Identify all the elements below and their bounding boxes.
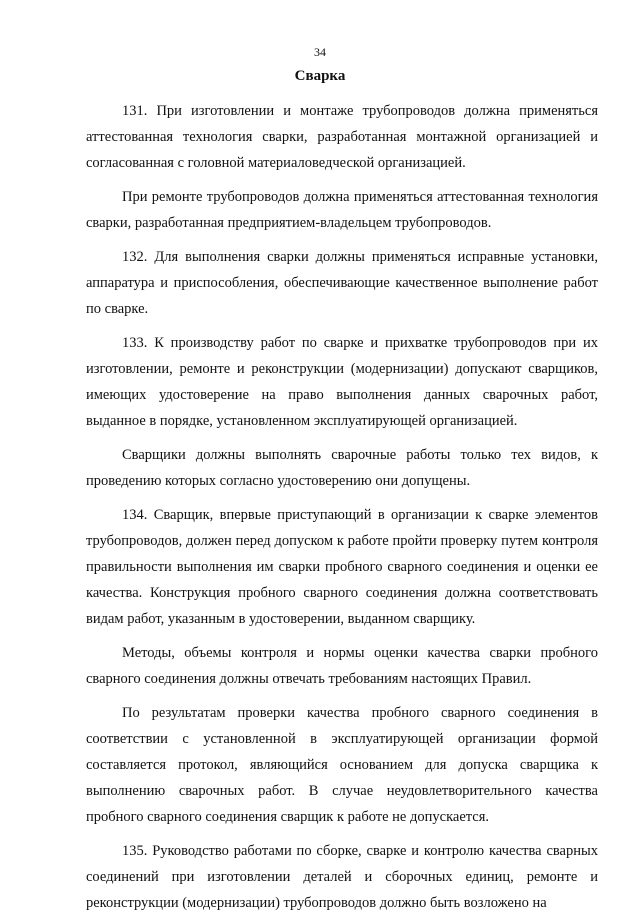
paragraph-134-results: По результатам проверки качества пробного сварного соединения в соответствии с установленной в эксплуатирующей организации формой составляется протокол, являющийся основанием для допуска сварщика к выполнению сварочных работ. В случае неудовлетворительного качества пробного сварного соединения сварщик к работе не допускается. xyxy=(86,705,598,825)
paragraph-134: 134. Сварщик, впервые приступающий в организации к сварке элементов трубопроводов, должен перед допуском к работе пройти проверку путем контроля правильности выполнения им сварки пробного сварного соединения и оценки ее качества. Конструкция пробного сварного соединения должна соответствовать видам работ, указанным в удостоверении, выданном сварщику. xyxy=(86,507,598,627)
paragraph-135: 135. Руководство работами по сборке, сварке и контролю качества сварных соединений при изготовлении деталей и сборочных единиц, ремонте и реконструкции (модернизации) трубопроводов должно быть возложено на xyxy=(86,843,598,911)
paragraph-133-scope: Сварщики должны выполнять сварочные работы только тех видов, к проведению которых согласно удостоверению они допущены. xyxy=(86,447,598,489)
paragraph-131-repair: При ремонте трубопроводов должна применяться аттестованная технология сварки, разработанная предприятием-владельцем трубопроводов. xyxy=(86,189,598,231)
section-heading: Сварка xyxy=(294,68,346,84)
paragraph-131: 131. При изготовлении и монтаже трубопроводов должна применяться аттестованная технология сварки, разработанная монтажной организацией и согласованная с головной материаловедческой организацией. xyxy=(86,103,598,171)
paragraph-133: 133. К производству работ по сварке и прихватке трубопроводов при их изготовлении, ремонте и реконструкции (модернизации) допускают сварщиков, имеющих удостоверение на право выполнения данных сварочных работ, выданное в порядке, установленном эксплуатирующей организацией. xyxy=(86,335,598,429)
paragraph-134-methods: Методы, объемы контроля и нормы оценки качества сварки пробного сварного соединения должны отвечать требованиям настоящих Правил. xyxy=(86,645,598,687)
page-number: 34 xyxy=(314,45,326,59)
paragraph-132: 132. Для выполнения сварки должны применяться исправные установки, аппаратура и приспособления, обеспечивающие качественное выполнение работ по сварке. xyxy=(86,249,598,317)
body-text xyxy=(86,98,598,924)
